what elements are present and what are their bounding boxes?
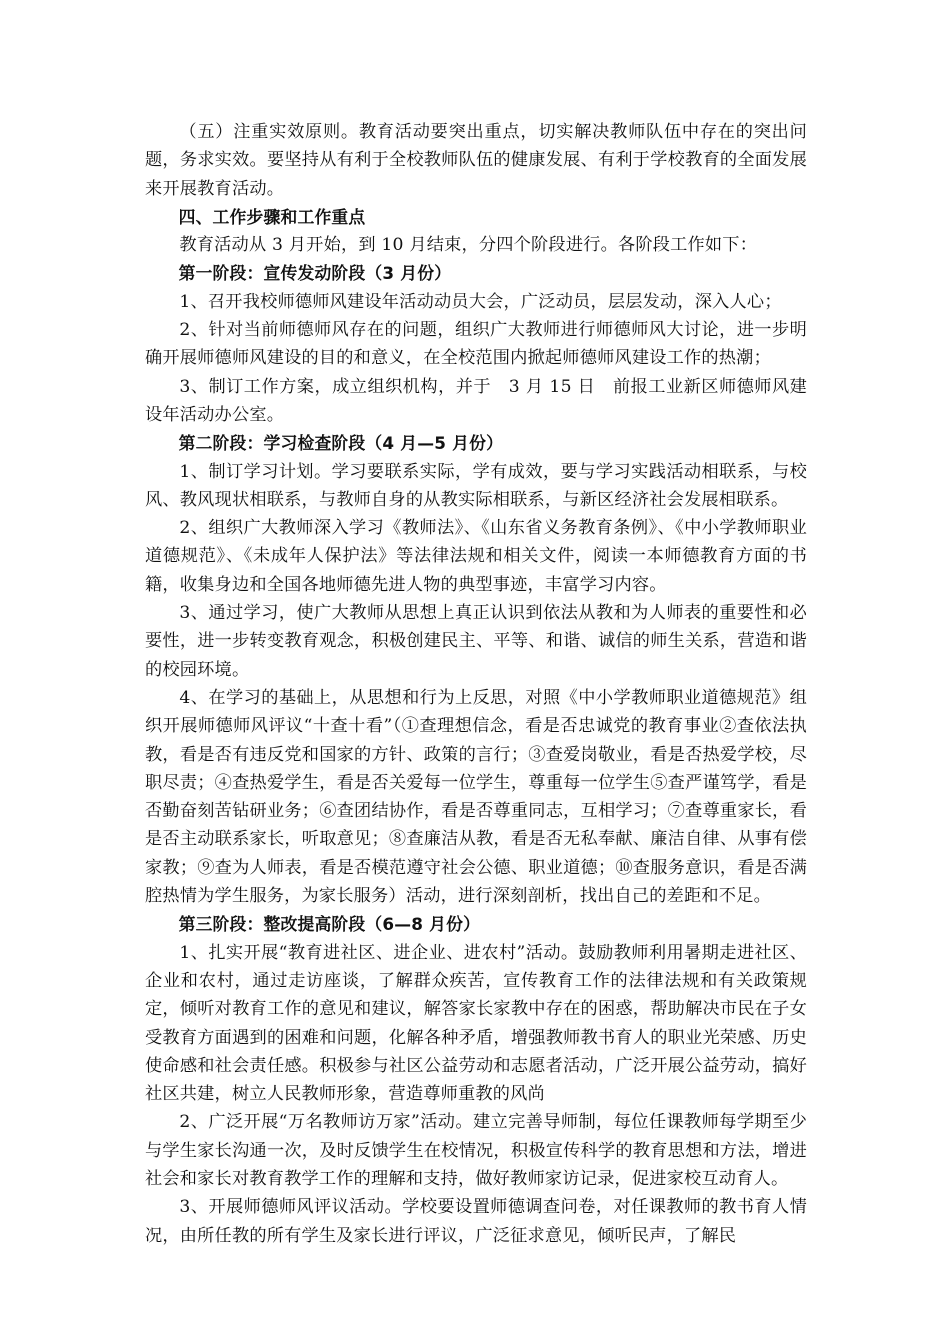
stage-1-item-2: 2、针对当前师德师风存在的问题，组织广大教师进行师德师风大讨论，进一步明确开展师德师风建设的目的和意义，在全校范围内掀起师德师风建设工作的热潮；: [145, 320, 807, 369]
stage-3-item-3: 3、开展师德师风评议活动。学校要设置师德调查问卷，对任课教师的教书育人情况，由所任教的所有学生及家长进行评议，广泛征求意见，倾听民声，了解民: [145, 1197, 807, 1246]
stage-3-item-2: 2、广泛开展“万名教师访万家”活动。建立完善导师制，每位任课教师每学期至少与学生家长沟通一次，及时反馈学生在校情况，积极宣传科学的教育思想和方法，增进社会和家长对教育教学工作的理解和支持，做好教师家访记录，促进家校互动育人。: [145, 1112, 807, 1189]
stage-1-heading: 第一阶段：宣传发动阶段（3 月份）: [178, 263, 452, 284]
document-page: [145, 118, 807, 1250]
stage-2-item-1: 1、制订学习计划。学习要联系实际，学有成效，要与学习实践活动相联系，与校风、教风现状相联系，与教师自身的从教实际相联系，与新区经济社会发展相联系。: [145, 461, 807, 510]
stage-2-item-2: 2、组织广大教师深入学习《教师法》、《山东省义务教育条例》、《中小学教师职业道德规范》、《未成年人保护法》等法律法规和相关文件，阅读一本师德教育方面的书籍，收集身边和全国各地师德先进人物的典型事迹，丰富学习内容。: [145, 518, 807, 595]
stage-1-item-1: 1、召开我校师德师风建设年活动动员大会，广泛动员，层层发动，深入人心；: [179, 291, 782, 312]
stage-3-heading: 第三阶段：整改提高阶段（6—8 月份）: [178, 914, 481, 935]
paragraph-principle-5: （五）注重实效原则。教育活动要突出重点，切实解决教师队伍中存在的突出问题，务求实效。要坚持从有利于全校教师队伍的健康发展、有利于学校教育的全面发展来开展教育活动。: [145, 122, 807, 199]
stage-2-heading: 第二阶段：学习检查阶段（4 月—5 月份）: [178, 433, 504, 454]
section-heading-steps: 四、工作步骤和工作重点: [178, 206, 366, 227]
paragraph-timeline: 教育活动从 3 月开始，到 10 月结束，分四个阶段进行。各阶段工作如下：: [179, 235, 758, 256]
stage-3-item-1: 1、扎实开展“教育进社区、进企业、进农村”活动。鼓励教师利用暑期走进社区、企业和农村，通过走访座谈，了解群众疾苦，宣传教育工作的法律法规和有关政策规定，倾听对教育工作的意见和建议，解答家长家教中存在的困惑，帮助解决市民在子女受教育方面遇到的困难和问题，化解各种矛盾，增强教师教书育人的职业光荣感、历史使命感和社会责任感。积极参与社区公益劳动和志愿者活动，广泛开展公益劳动，搞好社区共建，树立人民教师形象，营造尊师重教的风尚: [145, 942, 807, 1105]
stage-1-item-3: 3、制订工作方案，成立组织机构，并于 3 月 15 日 前报工业新区师德师风建设年活动办公室。: [145, 376, 807, 425]
stage-2-item-4: 4、在学习的基础上，从思想和行为上反思，对照《中小学教师职业道德规范》组织开展师德师风评议“十查十看”（①查理想信念，看是否忠诚党的教育事业②查依法执教，看是否有违反党和国家的方针、政策的言行；③查爱岗敬业，看是否热爱学校，尽职尽责；④查热爱学生，看是否关爱每一位学生，尊重每一位学生⑤查严谨笃学，看是否勤奋刻苦钻研业务；⑥查团结协作，看是否尊重同志，互相学习；⑦查尊重家长，看是否主动联系家长，听取意见；⑧查廉洁从教，看是否无私奉献、廉洁自律、从事有偿家教；⑨查为人师表，看是否模范遵守社会公德、职业道德；⑩查服务意识，看是否满腔热情为学生服务，为家长服务）活动，进行深刻剖析，找出自己的差距和不足。: [145, 687, 807, 907]
stage-2-item-3: 3、通过学习，使广大教师从思想上真正认识到依法从教和为人师表的重要性和必要性，进一步转变教育观念，积极创建民主、平等、和谐、诚信的师生关系，营造和谐的校园环境。: [145, 603, 807, 680]
